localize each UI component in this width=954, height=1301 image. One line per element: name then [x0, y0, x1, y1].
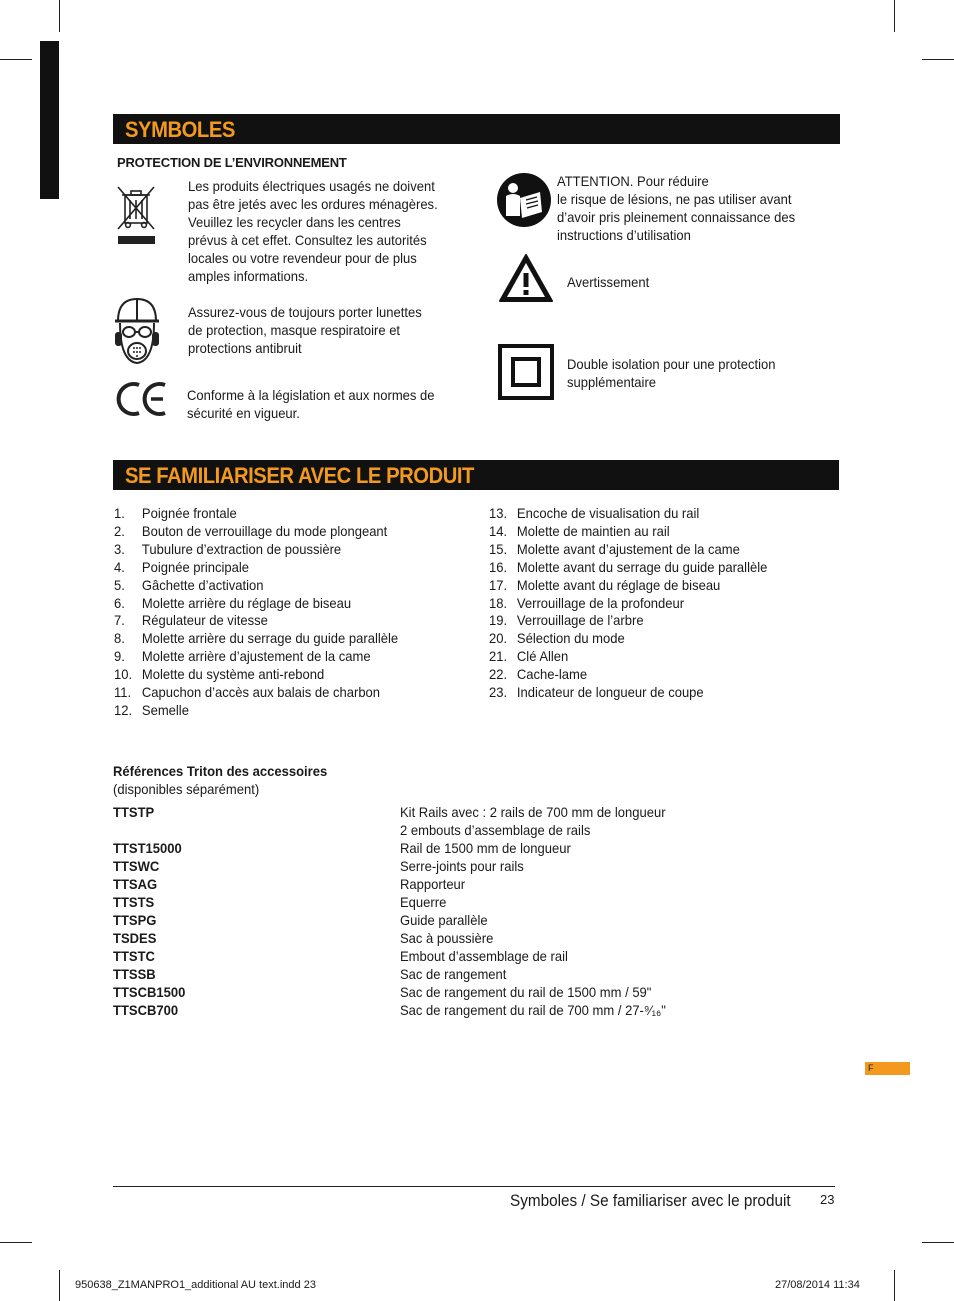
ppe-head-icon	[112, 295, 162, 367]
list-item	[114, 523, 398, 541]
accessory-code: TTSSB	[113, 966, 156, 982]
table-row	[113, 1001, 686, 1019]
slug-file: 950638_Z1MANPRO1_additional AU text.indd 23	[75, 1279, 316, 1291]
accessory-description: Kit Rails avec : 2 rails de 700 mm de longueur	[400, 804, 666, 820]
table-row	[113, 893, 686, 911]
list-item-label: Tubulure d’extraction de poussière	[141, 540, 342, 557]
accessory-code: TTSCB1500	[113, 984, 186, 1000]
list-item	[489, 559, 767, 577]
crop-mark	[894, 1270, 895, 1301]
list-item	[489, 541, 767, 559]
list-item	[114, 541, 398, 559]
list-item-number: 21.	[489, 648, 508, 665]
accessory-description: Sac à poussière	[400, 930, 494, 946]
list-item-number: 20.	[489, 630, 508, 647]
accessory-description: Sac de rangement	[400, 966, 507, 982]
list-item-label: Molette du système anti-rebond	[141, 666, 325, 683]
crop-mark	[0, 1242, 32, 1243]
list-item-label: Bouton de verrouillage du mode plongeant	[141, 522, 388, 539]
list-item	[489, 595, 767, 613]
list-item-label: Semelle	[141, 701, 189, 718]
list-item-number: 11.	[114, 684, 132, 701]
list-item-number: 4.	[114, 558, 125, 575]
list-item-label: Molette arrière du serrage du guide parallèle	[141, 630, 399, 647]
accessory-description: Sac de rangement du rail de 1500 mm / 59"	[400, 984, 652, 1000]
edge-tab	[40, 41, 59, 199]
accessories-heading-block	[113, 762, 327, 798]
ppe-text: Assurez-vous de toujours porter lunettes de protection, masque respiratoire et protections antibruit	[188, 304, 422, 356]
list-item-label: Régulateur de vitesse	[141, 612, 268, 629]
list-item-label: Molette de maintien au rail	[516, 522, 670, 539]
accessory-code: TTSTC	[113, 948, 155, 964]
accessory-description: Guide parallèle	[400, 912, 488, 928]
warning-triangle-icon	[498, 253, 554, 303]
symbols-section-bar	[113, 114, 840, 144]
list-item	[489, 684, 767, 702]
list-item-number: 9.	[114, 648, 125, 665]
accessory-description: 2 embouts d’assemblage de rails	[400, 822, 591, 838]
accessory-code: TTSTP	[113, 804, 155, 820]
footer-title: Symboles / Se familiariser avec le produit	[510, 1191, 791, 1210]
list-item-label: Molette avant d’ajustement de la came	[516, 540, 740, 557]
list-item-number: 22.	[489, 666, 508, 683]
accessory-code: TTSAG	[113, 876, 158, 892]
product-section-bar	[113, 460, 839, 490]
accessory-code: TTSTS	[113, 894, 155, 910]
accessory-description: Serre-joints pour rails	[400, 858, 524, 874]
list-item-label: Molette avant du serrage du guide parallèle	[516, 558, 768, 575]
accessory-code	[113, 821, 380, 839]
list-item	[489, 648, 767, 666]
list-item-label: Cache-lame	[516, 666, 588, 683]
ce-mark-icon	[115, 380, 171, 418]
accessories-heading: Références Triton des accessoires	[113, 763, 328, 779]
list-item	[114, 702, 398, 720]
list-item-number: 1.	[114, 505, 125, 521]
list-item	[114, 595, 398, 613]
table-row	[113, 821, 686, 839]
list-item	[489, 666, 767, 684]
crop-mark	[59, 0, 60, 32]
list-item-number: 7.	[114, 612, 125, 629]
list-item-label: Molette avant du réglage de biseau	[516, 576, 721, 593]
table-row	[113, 983, 686, 1001]
product-section-title: SE FAMILIARISER AVEC LE PRODUIT	[125, 463, 474, 488]
list-item	[114, 648, 398, 666]
list-item-number: 18.	[489, 594, 508, 611]
accessory-code: TTSPG	[113, 912, 157, 928]
warning-text: Avertissement	[567, 274, 650, 290]
list-item-number: 16.	[489, 558, 508, 575]
list-item-label: Molette arrière du réglage de biseau	[141, 594, 352, 611]
list-item-number: 17.	[489, 576, 508, 593]
list-item	[114, 666, 398, 684]
list-item-label: Indicateur de longueur de coupe	[516, 684, 704, 701]
crop-mark	[59, 1270, 60, 1301]
list-item-label: Poignée frontale	[141, 505, 237, 521]
table-row	[113, 947, 686, 965]
accessory-code: TTSWC	[113, 858, 160, 874]
list-item-number: 14.	[489, 522, 508, 539]
crossed-bin-icon	[114, 183, 158, 247]
list-item-number: 15.	[489, 540, 508, 557]
crop-mark	[922, 1242, 954, 1243]
accessories-subheading: (disponibles séparément)	[113, 781, 260, 797]
weee-text: Les produits électriques usagés ne doivent pas être jetés avec les ordures ménagères. Veuillez les recycler dans les centres prévus à cet effet. Consultez les autorités locales ou votre revendeur pour de plus amples informations.	[188, 178, 438, 284]
ce-text: Conforme à la législation et aux normes de sécurité en vigueur.	[187, 387, 435, 421]
list-item-label: Clé Allen	[516, 648, 569, 665]
list-item-label: Verrouillage de l’arbre	[516, 612, 644, 629]
list-item-number: 8.	[114, 630, 125, 647]
table-row	[113, 929, 686, 947]
list-item	[489, 630, 767, 648]
list-item-number: 2.	[114, 522, 125, 539]
list-item-number: 5.	[114, 576, 125, 593]
table-row	[113, 857, 686, 875]
list-item-number: 10.	[114, 666, 133, 683]
manual-text: ATTENTION. Pour réduire le risque de lésions, ne pas utiliser avant d’avoir pris pleinement connaissance des instructions d’utilisation	[557, 173, 796, 243]
list-item-number: 23.	[489, 684, 508, 701]
accessory-description: Sac de rangement du rail de 700 mm / 27-⁹⁄₁₆"	[400, 1002, 666, 1018]
list-item-label: Capuchon d’accès aux balais de charbon	[141, 684, 381, 701]
table-row	[113, 965, 686, 983]
parts-list-left	[114, 505, 398, 720]
list-item-label: Verrouillage de la profondeur	[516, 594, 685, 611]
accessory-description: Embout d’assemblage de rail	[400, 948, 568, 964]
accessory-description: Rail de 1500 mm de longueur	[400, 840, 571, 856]
footer-rule	[113, 1186, 835, 1187]
accessory-description: Rapporteur	[400, 876, 466, 892]
double-square-icon	[498, 344, 554, 400]
read-manual-icon	[496, 172, 552, 228]
list-item-number: 6.	[114, 594, 125, 611]
list-item	[114, 505, 398, 523]
list-item	[489, 577, 767, 595]
list-item	[114, 612, 398, 630]
accessory-code: TTSCB700	[113, 1002, 179, 1018]
accessory-description: Equerre	[400, 894, 447, 910]
parts-list-right	[489, 505, 767, 702]
list-item-number: 13.	[489, 505, 508, 521]
list-item	[114, 559, 398, 577]
list-item	[489, 523, 767, 541]
table-row	[113, 839, 686, 857]
accessories-table	[113, 803, 686, 1019]
list-item-label: Encoche de visualisation du rail	[516, 505, 700, 521]
list-item-number: 3.	[114, 540, 125, 557]
list-item	[114, 684, 398, 702]
crop-mark	[922, 59, 954, 60]
list-item	[489, 505, 767, 523]
accessory-code: TSDES	[113, 930, 157, 946]
list-item-label: Gâchette d’activation	[141, 576, 264, 593]
list-item-label: Poignée principale	[141, 558, 250, 575]
list-item	[114, 577, 398, 595]
language-tab: F	[865, 1062, 910, 1075]
table-row	[113, 875, 686, 893]
list-item	[489, 612, 767, 630]
table-row	[113, 911, 686, 929]
environment-heading: PROTECTION DE L’ENVIRONNEMENT	[117, 155, 347, 170]
crop-mark	[894, 0, 895, 32]
list-item-label: Molette arrière d’ajustement de la came	[141, 648, 371, 665]
list-item-label: Sélection du mode	[516, 630, 625, 647]
table-row	[113, 803, 686, 821]
crop-mark	[0, 59, 32, 60]
list-item-number: 12.	[114, 701, 133, 718]
accessory-code: TTST15000	[113, 840, 182, 856]
symbols-section-title: SYMBOLES	[125, 117, 235, 142]
page-number: 23	[820, 1192, 835, 1207]
list-item-number: 19.	[489, 612, 508, 629]
slug-date: 27/08/2014 11:34	[775, 1279, 860, 1291]
list-item	[114, 630, 398, 648]
double-insulation-text: Double isolation pour une protection supplémentaire	[567, 356, 776, 390]
